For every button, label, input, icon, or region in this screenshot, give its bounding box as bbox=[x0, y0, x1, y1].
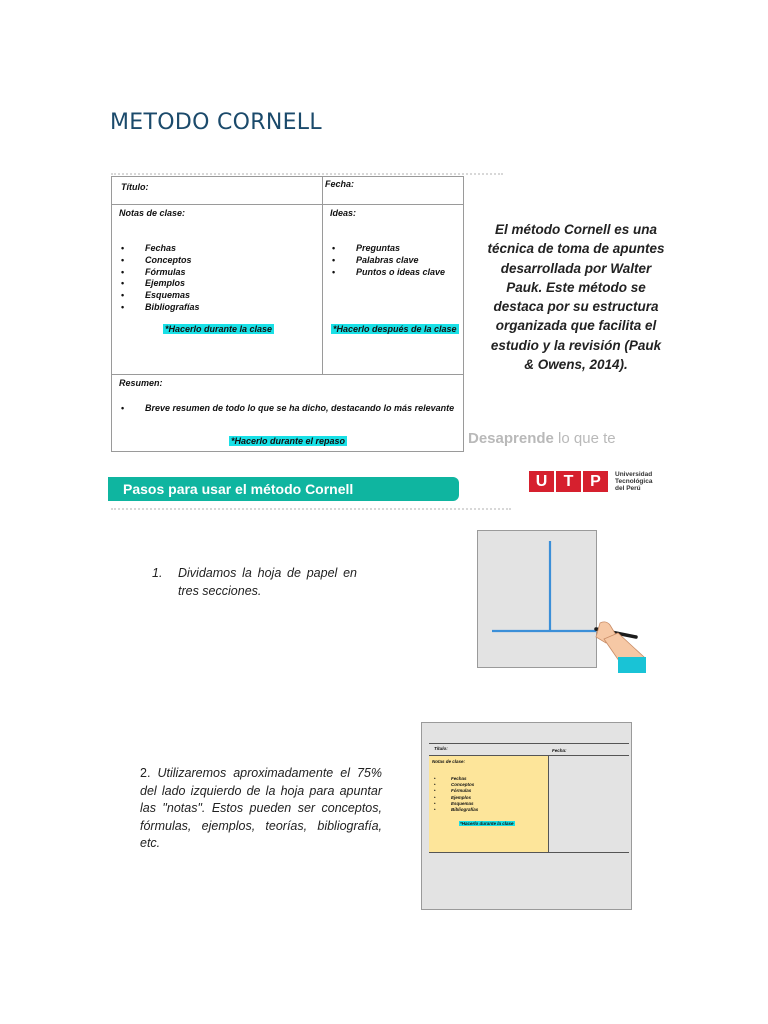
page-title: METODO CORNELL bbox=[110, 110, 322, 135]
template-ideas-list bbox=[332, 243, 445, 278]
template-ideas-note: *Hacerlo después de la clase bbox=[333, 324, 457, 334]
bottom-dotted-divider bbox=[111, 508, 511, 510]
hand-with-pencil-icon bbox=[596, 622, 646, 673]
utp-letter: P bbox=[583, 471, 608, 492]
template-column-divider bbox=[322, 177, 323, 374]
template-notes-note: *Hacerlo durante la clase bbox=[165, 324, 273, 334]
step-text: Utilizaremos aproximadamente el 75% del lado izquierdo de la hoja para apuntar las "notas". Estos pueden ser conceptos, fórmulas, ejemplos, teorías, bibliografía, etc. bbox=[140, 766, 382, 850]
template-date-label: Fecha: bbox=[325, 179, 355, 189]
list-item: • Fórmulas bbox=[121, 267, 200, 279]
top-dotted-divider bbox=[111, 173, 503, 175]
utp-name-line: del Perú bbox=[615, 485, 641, 492]
tagline-rest: lo que te bbox=[553, 430, 616, 447]
tagline bbox=[468, 430, 616, 447]
list-item: • Ejemplos bbox=[434, 795, 478, 801]
template-header-row bbox=[112, 177, 463, 205]
list-item: • Ejemplos bbox=[121, 278, 200, 290]
utp-name-line: Universidad bbox=[615, 471, 653, 478]
divided-sheet-illustration bbox=[477, 530, 597, 668]
step-2 bbox=[140, 765, 382, 853]
template-summary-divider bbox=[112, 374, 463, 375]
list-item: • Esquemas bbox=[434, 801, 478, 807]
list-item: • Conceptos bbox=[121, 255, 200, 267]
template-summary-list bbox=[121, 403, 461, 415]
cornell-definition-quote: El método Cornell es una técnica de toma de apuntes desarrollada por Walter Pauk. Este método se destaca por su estructura organizada que facilita el estudio y la revisión (Pauk & Owens, 2014). bbox=[487, 222, 665, 373]
mini-notes-note: *Hacerlo durante la clase bbox=[460, 821, 514, 826]
pencil-lines-graphic bbox=[478, 531, 648, 676]
template-notes-label: Notas de clase: bbox=[119, 208, 186, 218]
utp-letter: T bbox=[556, 471, 581, 492]
step-number: 1. bbox=[152, 566, 163, 580]
list-item: • Fórmulas bbox=[434, 788, 478, 794]
steps-banner: Pasos para usar el método Cornell bbox=[108, 477, 459, 501]
list-item: • Bibliografías bbox=[434, 807, 478, 813]
utp-name-line: Tecnológica bbox=[615, 478, 653, 485]
utp-name bbox=[615, 471, 652, 492]
template-title-label: Título: bbox=[121, 182, 149, 192]
list-item: • Fechas bbox=[121, 243, 200, 255]
list-item: • Conceptos bbox=[434, 782, 478, 788]
step-1 bbox=[152, 565, 357, 600]
list-item: • Preguntas bbox=[332, 243, 445, 255]
tagline-bold: Desaprende bbox=[468, 430, 554, 447]
mini-date-label: Fecha: bbox=[552, 748, 567, 753]
mini-notes-list bbox=[434, 776, 478, 813]
list-item: • Esquemas bbox=[121, 290, 200, 302]
utp-letter: U bbox=[529, 471, 554, 492]
mini-title-label: Título: bbox=[434, 746, 448, 751]
step-number: 2. bbox=[140, 766, 151, 780]
cornell-template bbox=[111, 176, 464, 452]
utp-logo bbox=[529, 471, 652, 492]
mini-notes-label: Notas de clase: bbox=[432, 759, 466, 764]
list-item: • Fechas bbox=[434, 776, 478, 782]
template-notes-list bbox=[121, 243, 200, 314]
template-summary-note: *Hacerlo durante el repaso bbox=[231, 436, 346, 446]
template-summary-label: Resumen: bbox=[119, 378, 163, 388]
step-text: Dividamos la hoja de papel en tres secciones. bbox=[178, 566, 357, 598]
list-item: • Puntos o ideas clave bbox=[332, 267, 445, 279]
mini-summary-divider bbox=[549, 852, 629, 853]
template-ideas-label: Ideas: bbox=[330, 208, 357, 218]
notes-section-illustration bbox=[421, 722, 632, 910]
list-item: • Breve resumen de todo lo que se ha dicho, destacando lo más relevante bbox=[121, 403, 461, 415]
mini-header-row bbox=[429, 743, 629, 756]
list-item: • Bibliografías bbox=[121, 302, 200, 314]
list-item: • Palabras clave bbox=[332, 255, 445, 267]
